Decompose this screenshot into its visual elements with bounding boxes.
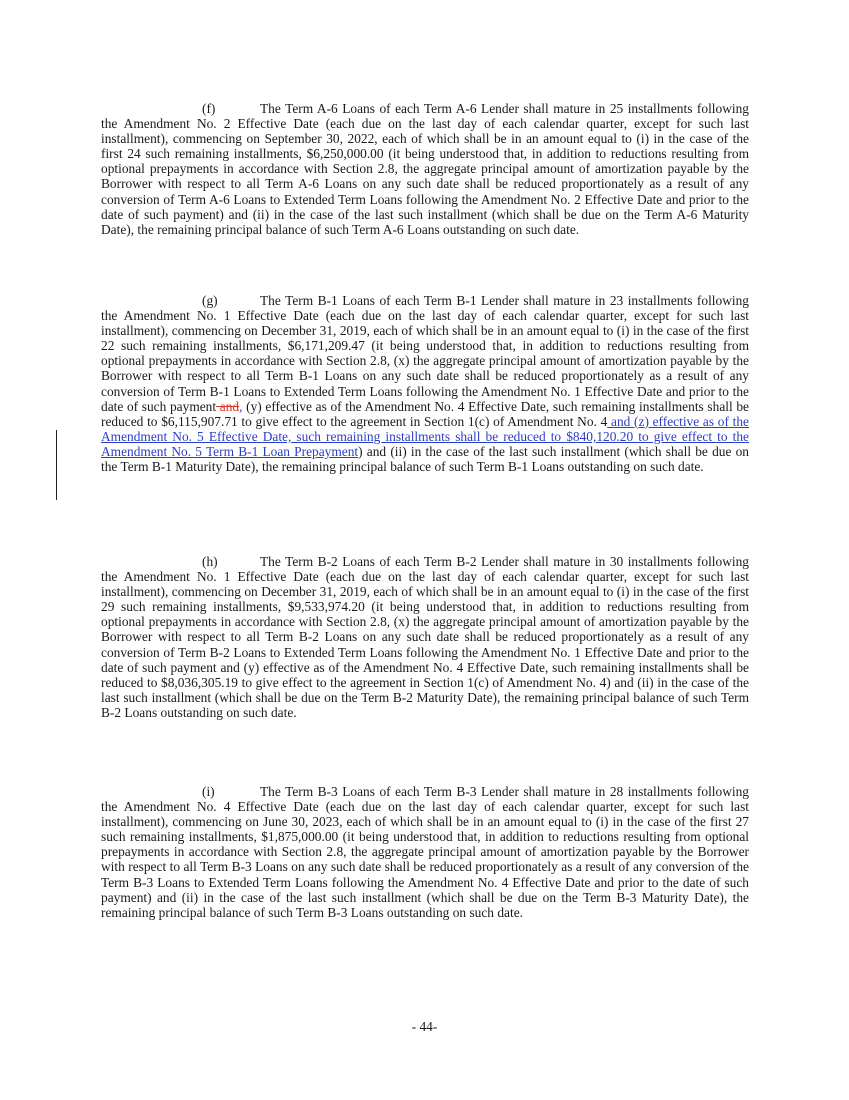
paragraph-text-g-after: ) and (ii) in the case of the last such installment (which shall be due on the Term B-1 Maturity Date), the remaining principal balance of such Term B-1 Loans outstanding on such date. (101, 443, 749, 475)
paragraph-label-g: (g) (202, 293, 218, 308)
paragraph-text-g-before: The Term B-1 Loans of each Term B-1 Lender shall mature in 23 installments following the Amendment No. 1 Effective Date (each due on the last day of each calendar quarter, except for such last installment), commencing on December 31, 2019, each of which shall be in an amount equal to (i) in the case of the first 22 such remaining installments, $6,171,209.47 (it being understood that, in addition to reductions resulting from optional prepayments in accordance with Section 2.8, (x) the aggregate principal amount of amortization payable by the Borrower with respect to all Term B-1 Loans on any such date shall be reduced proportionately as a result of any conversion of Term B-1 Loans to Extended Term Loans following the Amendment No. 1 Effective Date and prior to the date of such payment (101, 293, 749, 414)
paragraph-label-i: (i) (202, 784, 215, 799)
paragraph-label-h: (h) (202, 554, 218, 569)
paragraph-text-g-middle: (y) effective as of the Amendment No. 4 Effective Date, such remaining installments shall be reduced to $6,115,907.71 to give effect to the agreement in Section 1(c) of Amendment No. 4 (101, 398, 750, 429)
paragraph-h (101, 554, 749, 720)
inserted-comma: , (239, 398, 243, 414)
paragraph-g (101, 293, 749, 474)
inserted-text: and (z) effective as of the Amendment No. 5 Effective Date, such remaining installments shall be reduced to $840,120.20 to give effect to the Amendment No. 5 Term B-1 Loan Prepayment (101, 413, 749, 459)
paragraph-f (101, 101, 749, 237)
paragraph-text-i: The Term B-3 Loans of each Term B-3 Lender shall mature in 28 installments following the Amendment No. 4 Effective Date (each due on the last day of each calendar quarter, except for such last installment), commencing on June 30, 2023, each of which shall be in an amount equal to (i) in the case of the first 27 such remaining installments, $1,875,000.00 (it being understood that, in addition to reductions resulting from optional prepayments in accordance with Section 2.8, the aggregate principal amount of amortization payable by the Borrower with respect to all Term B-3 Loans on any such date shall be reduced proportionately as a result of any conversion of the Term B-3 Loans to Extended Term Loans following the Amendment No. 4 Effective Date and prior to the date of such payment) and (ii) in the case of the last such installment (which shall be due on the Term B-3 Maturity Date), the remaining principal balance of such Term B-3 Loans outstanding on such date. (101, 784, 749, 920)
page-number: - 44- (411, 1019, 438, 1034)
paragraph-i (101, 784, 749, 920)
paragraph-text-f: The Term A-6 Loans of each Term A-6 Lender shall mature in 25 installments following the Amendment No. 2 Effective Date (each due on the last day of each calendar quarter, except for such last installment), commencing on September 30, 2022, each of which shall be in an amount equal to (i) in the case of the first 24 such remaining installments, $6,250,000.00 (it being understood that, in addition to reductions resulting from optional prepayments in accordance with Section 2.8, the aggregate principal amount of amortization payable by the Borrower with respect to all Term A-6 Loans on any such date shall be reduced proportionately as a result of any conversion of Term A-6 Loans to Extended Term Loans following the Amendment No. 2 Effective Date and prior to the date of such payment) and (ii) in the case of the last such installment (which shall be due on the Term A-6 Maturity Date), the remaining principal balance of such Term A-6 Loans outstanding on such date. (101, 101, 749, 237)
deleted-text: and (216, 398, 240, 414)
paragraph-text-h: The Term B-2 Loans of each Term B-2 Lender shall mature in 30 installments following the Amendment No. 1 Effective Date (each due on the last day of each calendar quarter, except for such last installment), commencing on December 31, 2019, each of which shall be in an amount equal to (i) in the case of the first 29 such remaining installments, $9,533,974.20 (it being understood that, in addition to reductions resulting from optional prepayments in accordance with Section 2.8, (x) the aggregate principal amount of amortization payable by the Borrower with respect to all Term B-2 Loans on any such date shall be reduced proportionately as a result of any conversion of Term B-2 Loans to Extended Term Loans following the Amendment No. 1 Effective Date and prior to the date of such payment and (y) effective as of the Amendment No. 4 Effective Date, such remaining installments shall be reduced to $8,036,305.19 to give effect to the agreement in Section 1(c) of Amendment No. 4) and (ii) in the case of the last such installment (which shall be due on the Term B-2 Maturity Date), the remaining principal balance of such Term B-2 Loans outstanding on such date. (101, 554, 749, 720)
change-bar (56, 430, 57, 500)
paragraph-label-f: (f) (202, 101, 216, 116)
